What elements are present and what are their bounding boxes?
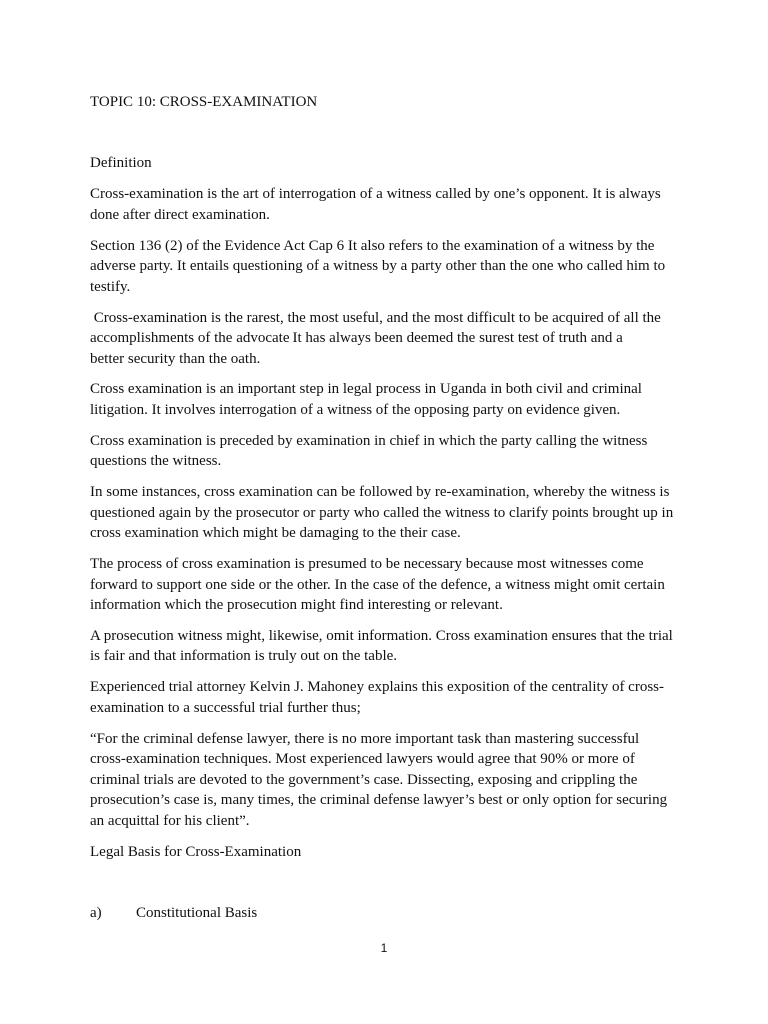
paragraph-line: accomplishments of the advocate It has always been deemed the surest test of truth and a <box>90 330 623 346</box>
paragraph-line: Experienced trial attorney Kelvin J. Mahoney explains this exposition of the centrality of cross- <box>90 679 665 695</box>
paragraph-line: done after direct examination. <box>90 206 270 223</box>
list-marker: a) <box>90 905 102 921</box>
paragraph-line: forward to support one side or the other. In the case of the defence, a witness might omit certain <box>90 576 665 593</box>
paragraph-line: Cross-examination is the rarest, the most useful, and the most difficult to be acquired of all the <box>90 309 661 326</box>
page-number: 1 <box>380 941 388 955</box>
paragraph-line: Cross examination is preceded by examination in chief in which the party calling the witness <box>90 432 648 449</box>
quote-line: cross-examination techniques. Most experienced lawyers would agree that 90% or more of <box>90 751 635 767</box>
paragraph-line: litigation. It involves interrogation of a witness of the opposing party on evidence given. <box>90 401 621 418</box>
quote-line: criminal trials are devoted to the government’s case. Dissecting, exposing and crippling the <box>90 771 638 788</box>
quote-line: an acquittal for his client”. <box>90 812 250 829</box>
document-title: TOPIC 10: CROSS-EXAMINATION <box>90 94 318 110</box>
paragraph-line: Section 136 (2) of the Evidence Act Cap 6 It also refers to the examination of a witness by the <box>90 237 655 254</box>
paragraph-line: In some instances, cross examination can be followed by re-examination, whereby the witness is <box>90 484 670 500</box>
list-item-text: Constitutional Basis <box>136 905 258 921</box>
paragraph-line: examination to a successful trial further thus; <box>90 699 361 716</box>
paragraph-line: Cross-examination is the art of interrogation of a witness called by one’s opponent. It is always <box>90 186 661 202</box>
paragraph-line: better security than the oath. <box>90 350 261 367</box>
paragraph-line: cross examination which might be damaging to the their case. <box>90 525 461 541</box>
definition-heading: Definition <box>90 155 152 171</box>
legal-basis-heading: Legal Basis for Cross-Examination <box>90 843 302 860</box>
paragraph-line: questioned again by the prosecutor or party who called the witness to clarify points brought up in <box>90 504 674 521</box>
paragraph-line: testify. <box>90 278 131 295</box>
paragraph-line: The process of cross examination is presumed to be necessary because most witnesses come <box>90 556 644 572</box>
paragraph-line: Cross examination is an important step in legal process in Uganda in both civil and criminal <box>90 381 642 397</box>
quote-line: prosecution’s case is, many times, the criminal defense lawyer’s best or only option for securing <box>90 792 668 808</box>
quote-line: “For the criminal defense lawyer, there is no more important task than mastering successful <box>90 730 640 747</box>
paragraph-line: information which the prosecution might find interesting or relevant. <box>90 597 503 613</box>
paragraph-line: A prosecution witness might, likewise, omit information. Cross examination ensures that the trial <box>90 627 673 644</box>
paragraph-line: adverse party. It entails questioning of a witness by a party other than the one who called him to <box>90 258 666 274</box>
paragraph-line: is fair and that information is truly out on the table. <box>90 648 398 664</box>
paragraph-line: questions the witness. <box>90 453 222 469</box>
